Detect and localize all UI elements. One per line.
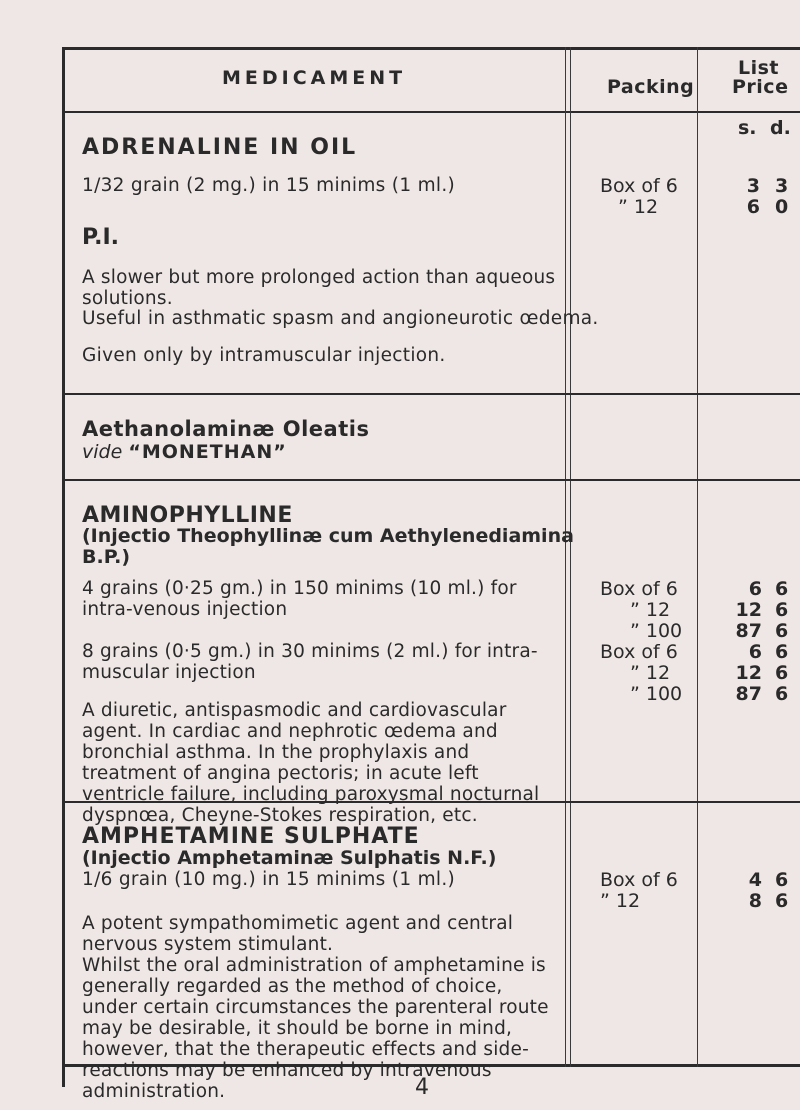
adrenaline-price-s-1: 3 xyxy=(746,175,760,197)
monethan-link[interactable]: “MONETHAN” xyxy=(128,441,287,463)
aminophylline-description: A diuretic, antispasmodic and cardiovascular agent. In cardiac and nephrotic œdema and bronchial asthma. In the prophylaxis and treatment of angina pectoris; in acute left ventricle failure, including paroxysmal nocturnal dyspnœa, Cheyne-Stokes respiration, etc. xyxy=(82,700,540,826)
adrenaline-note-1: A slower but more prolonged action than aqueous solutions. xyxy=(82,267,556,309)
list-heading: List xyxy=(738,57,780,79)
adrenaline-packing-2: ” 12 xyxy=(618,196,659,218)
adrenaline-price-d-1: 3 xyxy=(775,175,789,197)
amphetamine-price-d-1: 6 xyxy=(775,869,789,891)
amphetamine-subtitle: (Injectio Amphetaminæ Sulphatis N.F.) xyxy=(82,847,497,869)
aminophylline-subtitle-2: B.P.) xyxy=(82,546,131,568)
column-divider-packing xyxy=(565,47,566,1067)
aminophylline-price-s-4: 6 xyxy=(748,641,762,663)
shillings-heading: s. xyxy=(738,117,757,139)
aminophylline-price-s-6: 87 xyxy=(735,683,762,705)
aminophylline-price-s-1: 6 xyxy=(748,578,762,600)
aethanolamine-reference xyxy=(82,441,287,463)
aminophylline-packing-1: Box of 6 xyxy=(600,578,678,600)
amphetamine-packing-1: Box of 6 xyxy=(600,869,678,891)
aminophylline-price-d-4: 6 xyxy=(775,641,789,663)
aminophylline-packing-2: ” 12 xyxy=(630,599,671,621)
aminophylline-packing-6: ” 100 xyxy=(630,683,683,705)
aethanolamine-title: Aethanolaminæ Oleatis xyxy=(82,417,370,441)
packing-heading: Packing xyxy=(607,76,695,98)
adrenaline-packing-1: Box of 6 xyxy=(600,175,678,197)
amphetamine-title: AMPHETAMINE SULPHATE xyxy=(82,824,420,849)
aminophylline-title: AMINOPHYLLINE xyxy=(82,503,293,528)
medicament-heading: MEDICAMENT xyxy=(222,67,407,89)
column-divider-price xyxy=(697,47,698,1067)
adrenaline-price-s-2: 6 xyxy=(746,196,760,218)
aminophylline-price-s-5: 12 xyxy=(735,662,762,684)
adrenaline-note-3: Given only by intramuscular injection. xyxy=(82,345,446,366)
amphetamine-description-2: Whilst the oral administration of amphetamine is generally regarded as the method of choice, under certain circumstances the parenteral route may be desirable, it should be borne in mind, however, that the therapeutic effects and side-reactions may be enhanced by intravenous administration. xyxy=(82,955,549,1102)
adrenaline-dose: 1/32 grain (2 mg.) in 15 minims (1 ml.) xyxy=(82,175,456,196)
aminophylline-dose-2: 8 grains (0·5 gm.) in 30 minims (2 ml.) for intra-muscular injection xyxy=(82,641,538,683)
aminophylline-price-d-5: 6 xyxy=(775,662,789,684)
aminophylline-price-s-3: 87 xyxy=(735,620,762,642)
adrenaline-note-2: Useful in asthmatic spasm and angioneurotic œdema. xyxy=(82,308,599,329)
adrenaline-price-d-2: 0 xyxy=(775,196,789,218)
aminophylline-price-d-3: 6 xyxy=(775,620,789,642)
adrenaline-title: ADRENALINE IN OIL xyxy=(82,135,358,160)
aminophylline-packing-5: ” 12 xyxy=(630,662,671,684)
aminophylline-packing-3: ” 100 xyxy=(630,620,683,642)
amphetamine-price-d-2: 6 xyxy=(775,890,789,912)
aminophylline-subtitle-1: (Injectio Theophyllinæ cum Aethylenediamina xyxy=(82,525,574,547)
amphetamine-price-s-2: 8 xyxy=(748,890,762,912)
page-number: 4 xyxy=(415,1075,429,1100)
section-rule-2 xyxy=(62,479,800,481)
price-heading: Price xyxy=(732,76,789,98)
aminophylline-packing-4: Box of 6 xyxy=(600,641,678,663)
pence-heading: d. xyxy=(770,117,791,139)
amphetamine-dose: 1/6 grain (10 mg.) in 15 minims (1 ml.) xyxy=(82,869,456,890)
adrenaline-pi: P.I. xyxy=(82,225,119,250)
column-divider-packing-2 xyxy=(570,47,571,1067)
amphetamine-packing-2: ” 12 xyxy=(600,890,641,912)
aminophylline-dose-1: 4 grains (0·25 gm.) in 150 minims (10 ml.) for intra-venous injection xyxy=(82,578,517,620)
section-rule-1 xyxy=(62,393,800,395)
amphetamine-description-1: A potent sympathomimetic agent and central nervous system stimulant. xyxy=(82,913,514,955)
aminophylline-price-d-2: 6 xyxy=(775,599,789,621)
header-rule xyxy=(62,111,800,113)
aminophylline-price-s-2: 12 xyxy=(735,599,762,621)
aminophylline-price-d-1: 6 xyxy=(775,578,789,600)
left-border xyxy=(62,47,65,1087)
vide-label: vide xyxy=(82,441,123,463)
top-border xyxy=(62,47,800,50)
amphetamine-price-s-1: 4 xyxy=(748,869,762,891)
aminophylline-price-d-6: 6 xyxy=(775,683,789,705)
